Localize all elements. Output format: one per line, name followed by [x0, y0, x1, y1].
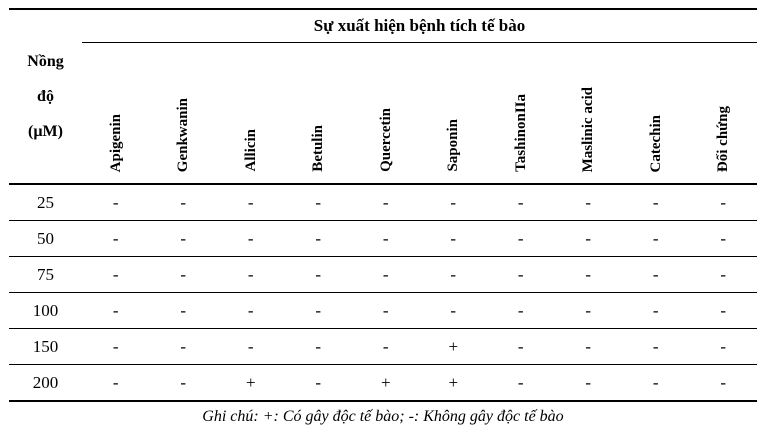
column-header-catechin [622, 43, 690, 185]
cell: - [690, 329, 758, 365]
column-header-label: Betulin [310, 125, 327, 172]
cell: - [82, 365, 150, 402]
column-header-tashinoniia [487, 43, 555, 185]
cell: - [82, 257, 150, 293]
concentration-value: 100 [9, 293, 82, 329]
cell: - [352, 221, 420, 257]
column-header-betulin [285, 43, 353, 185]
cell: - [555, 293, 623, 329]
cell: - [622, 293, 690, 329]
cell: - [487, 329, 555, 365]
table-footnote: Ghi chú: +: Có gây độc tế bào; -: Không gây độc tế bào [202, 408, 564, 425]
concentration-value: 150 [9, 329, 82, 365]
table-row-25 [9, 184, 757, 221]
cell: - [487, 184, 555, 221]
cell: - [420, 184, 488, 221]
cell: - [150, 365, 218, 402]
cell: - [82, 221, 150, 257]
cell: - [487, 365, 555, 402]
cell: - [420, 221, 488, 257]
cell: - [487, 221, 555, 257]
concentration-label-line2: độ [37, 88, 54, 105]
cell: - [622, 257, 690, 293]
cell: - [555, 184, 623, 221]
cell: - [555, 329, 623, 365]
cell: - [690, 365, 758, 402]
column-header-genkwanin [150, 43, 218, 185]
cell: - [217, 257, 285, 293]
table-title: Sự xuất hiện bệnh tích tế bào [82, 9, 757, 43]
cell: - [82, 293, 150, 329]
cell: - [150, 329, 218, 365]
cell: - [217, 221, 285, 257]
cell: - [622, 329, 690, 365]
table-row-150 [9, 329, 757, 365]
cytotoxicity-table [9, 8, 757, 402]
column-header-quercetin [352, 43, 420, 185]
cell: - [352, 293, 420, 329]
cell: - [217, 184, 285, 221]
cell: - [690, 293, 758, 329]
column-header-doi-chung [690, 43, 758, 185]
cell: - [217, 329, 285, 365]
cell: - [622, 221, 690, 257]
column-header-label: Saponin [445, 119, 462, 172]
table-row-50 [9, 221, 757, 257]
cell: - [285, 329, 353, 365]
cell: - [555, 221, 623, 257]
column-header-label: Catechin [647, 114, 664, 172]
column-header-label: TashinonIIa [512, 94, 529, 172]
cell: - [285, 293, 353, 329]
concentration-label-line1: Nồng [27, 53, 64, 70]
column-header-label: Genkwanin [175, 97, 192, 172]
cell: - [285, 221, 353, 257]
column-header-saponin [420, 43, 488, 185]
table-row-100 [9, 293, 757, 329]
cell: - [622, 365, 690, 402]
cell: - [150, 257, 218, 293]
column-header-label: Maslinic acid [580, 86, 597, 172]
cell: - [690, 221, 758, 257]
column-header-maslinic-acid [555, 43, 623, 185]
concentration-label-line3: (µM) [28, 123, 63, 140]
cell: - [420, 257, 488, 293]
cell: - [487, 257, 555, 293]
table-row-75 [9, 257, 757, 293]
concentration-value: 50 [9, 221, 82, 257]
cell: - [285, 365, 353, 402]
cell: - [352, 257, 420, 293]
cell: - [150, 221, 218, 257]
cell: - [150, 293, 218, 329]
concentration-value: 25 [9, 184, 82, 221]
cell: + [420, 329, 488, 365]
row-header-concentration [9, 9, 82, 184]
column-header-label: Đối chứng [715, 105, 732, 172]
column-header-apigenin [82, 43, 150, 185]
cell: - [285, 184, 353, 221]
table-row-200 [9, 365, 757, 402]
cell: - [555, 257, 623, 293]
cell: - [622, 184, 690, 221]
cell: - [217, 293, 285, 329]
cell: - [82, 184, 150, 221]
concentration-value: 75 [9, 257, 82, 293]
concentration-value: 200 [9, 365, 82, 402]
cell: - [487, 293, 555, 329]
cell: - [352, 329, 420, 365]
cell: - [420, 293, 488, 329]
cell: - [82, 329, 150, 365]
column-header-row [9, 43, 757, 185]
cell: + [352, 365, 420, 402]
title-row [9, 9, 757, 43]
cell: + [420, 365, 488, 402]
cell: - [555, 365, 623, 402]
cell: - [352, 184, 420, 221]
cell: - [285, 257, 353, 293]
column-header-allicin [217, 43, 285, 185]
cell: + [217, 365, 285, 402]
cell: - [690, 257, 758, 293]
column-header-label: Apigenin [107, 113, 124, 172]
column-header-label: Allicin [242, 129, 259, 172]
cell: - [690, 184, 758, 221]
column-header-label: Quercetin [377, 108, 394, 172]
cell: - [150, 184, 218, 221]
